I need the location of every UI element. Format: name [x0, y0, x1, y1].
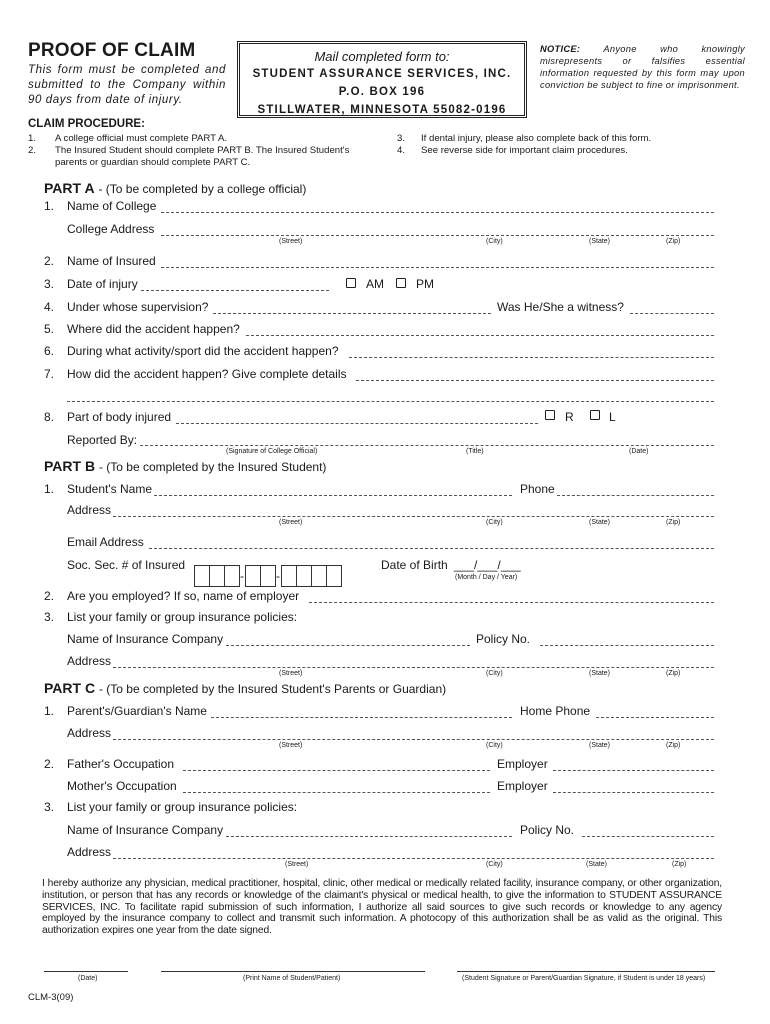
- item-number: 2.: [44, 757, 55, 771]
- name-of-insured-label: Name of Insured: [67, 254, 156, 268]
- street-caption: (Street): [279, 519, 303, 526]
- insurance-company-label: Name of Insurance Company: [67, 632, 224, 646]
- right-label: R: [565, 410, 574, 424]
- procedure-num: 4.: [397, 145, 406, 156]
- home-phone-label: Home Phone: [520, 704, 591, 718]
- mother-occupation-field[interactable]: [183, 792, 490, 793]
- print-name-caption: (Print Name of Student/Patient): [243, 975, 341, 982]
- dob-caption: (Month / Day / Year): [455, 574, 518, 581]
- notice: [540, 43, 745, 91]
- intro-text: This form must be completed and submitted to the Company within 90 days from date of injury.: [28, 64, 226, 106]
- supervision-label: Under whose supervision?: [67, 300, 209, 314]
- mail-to-label: Mail completed form to:: [314, 49, 450, 64]
- item-number: 2.: [44, 254, 55, 268]
- part-b-heading: [44, 458, 326, 474]
- item-number: 3.: [44, 277, 55, 291]
- activity-label: During what activity/sport did the accident happen?: [67, 344, 339, 358]
- employed-label: Are you employed? If so, name of employer: [67, 589, 300, 603]
- item-number: 1.: [44, 199, 55, 213]
- city-caption: (City): [486, 670, 503, 677]
- state-caption: (State): [589, 238, 611, 245]
- am-checkbox[interactable]: [346, 278, 356, 288]
- zip-caption: (Zip): [672, 861, 687, 868]
- notice-text: Anyone who knowingly misrepresents or falsifies essential information requested by this form may upon conviction be subject to fine or imprisonment.: [540, 44, 745, 90]
- insurance-address-field[interactable]: [113, 858, 714, 859]
- street-caption: (Street): [279, 670, 303, 677]
- name-of-college-field[interactable]: [161, 212, 714, 213]
- zip-caption: (Zip): [666, 742, 681, 749]
- company-name: STUDENT ASSURANCE SERVICES, INC.: [252, 68, 512, 80]
- ssn-dash: -: [276, 569, 280, 583]
- policy-no-label: Policy No.: [476, 632, 531, 646]
- list-policies-label: List your family or group insurance policies:: [67, 610, 298, 624]
- phone-label: Phone: [520, 482, 555, 496]
- signature-official-caption: (Signature of College Official): [226, 448, 318, 455]
- title-caption: (Title): [466, 448, 484, 455]
- how-field[interactable]: [356, 380, 714, 381]
- how-field-continued[interactable]: [67, 401, 714, 402]
- state-caption: (State): [589, 670, 611, 677]
- father-occupation-field[interactable]: [183, 770, 490, 771]
- procedure-item: The Insured Student should complete PART B. The Insured Student's: [55, 145, 350, 156]
- policy-no-field[interactable]: [582, 836, 714, 837]
- college-address-field[interactable]: [161, 235, 714, 236]
- street-caption: (Street): [279, 742, 303, 749]
- body-part-label: Part of body injured: [67, 410, 172, 424]
- state-caption: (State): [589, 742, 611, 749]
- supervision-field[interactable]: [213, 313, 491, 314]
- email-label: Email Address: [67, 535, 144, 549]
- city-caption: (City): [486, 742, 503, 749]
- policy-no-field[interactable]: [540, 645, 714, 646]
- ssn-group-3[interactable]: [281, 565, 341, 587]
- father-employer-label: Employer: [497, 757, 548, 771]
- name-of-college-label: Name of College: [67, 199, 157, 213]
- am-label: AM: [366, 277, 384, 291]
- insurance-company-field[interactable]: [226, 645, 470, 646]
- item-number: 2.: [44, 589, 55, 603]
- left-checkbox[interactable]: [590, 410, 600, 420]
- form-code: CLM-3(09): [28, 992, 74, 1003]
- po-box: P.O. BOX 196: [338, 86, 426, 98]
- witness-label: Was He/She a witness?: [497, 300, 624, 314]
- name-of-insured-field[interactable]: [161, 267, 714, 268]
- street-caption: (Street): [279, 238, 303, 245]
- ssn-label: Soc. Sec. # of Insured: [67, 558, 186, 572]
- date-of-injury-field[interactable]: [141, 290, 329, 291]
- ssn-dash: -: [240, 569, 244, 583]
- home-phone-field[interactable]: [596, 717, 714, 718]
- parent-address-label: Address: [67, 726, 112, 740]
- part-a-heading: [44, 180, 306, 196]
- zip-caption: (Zip): [666, 670, 681, 677]
- zip-caption: (Zip): [666, 238, 681, 245]
- mailing-address-box: [237, 41, 527, 118]
- part-c-desc: - (To be completed by the Insured Student's Parents or Guardian): [98, 682, 447, 696]
- left-label: L: [609, 410, 616, 424]
- item-number: 4.: [44, 300, 55, 314]
- claim-procedure-heading: CLAIM PROCEDURE:: [28, 118, 145, 130]
- student-address-label: Address: [67, 503, 112, 517]
- city-state: STILLWATER, MINNESOTA 55082-0196: [257, 104, 507, 116]
- insurance-address-label: Address: [67, 654, 112, 668]
- procedure-right: [397, 133, 727, 163]
- college-address-label: College Address: [67, 222, 155, 236]
- authorization-text: I hereby authorize any physician, medical practitioner, hospital, clinic, other medical or medically related facility, insurance company, or other organization, institution, or person that has any records or knowledge of the claimant's physical or medical health, to give the information to STUDENT ASSURANCE SERVICES, INC. To facilitate rapid submission of such information, I authorize all said sources to give such records or knowledge to any agency employed by the insurance company to collect and transmit such information. A photocopy of this authorization shall be as valid as the original. This authorization expires one year from the date signed.: [42, 878, 722, 937]
- city-caption: (City): [486, 861, 503, 868]
- item-number: 5.: [44, 322, 55, 336]
- procedure-item: A college official must complete PART A.: [55, 133, 228, 144]
- item-number: 3.: [44, 610, 55, 624]
- employer-field[interactable]: [309, 602, 714, 603]
- procedure-num: 3.: [397, 133, 406, 144]
- notice-label: NOTICE:: [540, 44, 581, 54]
- mother-employer-label: Employer: [497, 779, 548, 793]
- parent-name-label: Parent's/Guardian's Name: [67, 704, 207, 718]
- print-name-line[interactable]: [161, 971, 425, 972]
- dob-field[interactable]: ___/___/___: [454, 558, 521, 572]
- policy-no-label: Policy No.: [520, 823, 575, 837]
- zip-caption: (Zip): [666, 519, 681, 526]
- witness-field[interactable]: [630, 313, 714, 314]
- mother-employer-field[interactable]: [553, 792, 714, 793]
- phone-field[interactable]: [557, 495, 714, 496]
- ssn-group-1[interactable]: [194, 565, 239, 587]
- student-address-field[interactable]: [113, 516, 714, 517]
- part-a-desc: - (To be completed by a college official): [98, 182, 307, 196]
- part-b-desc: - (To be completed by the Insured Student): [98, 460, 327, 474]
- parent-address-field[interactable]: [113, 739, 714, 740]
- activity-field[interactable]: [349, 357, 714, 358]
- reported-by-field[interactable]: [140, 445, 714, 446]
- city-caption: (City): [486, 519, 503, 526]
- where-field[interactable]: [246, 335, 714, 336]
- date-sig-caption: (Date): [78, 975, 98, 982]
- insurance-address-label: Address: [67, 845, 112, 859]
- procedure-num: 1.: [28, 133, 37, 144]
- procedure-num: 2.: [28, 145, 37, 156]
- where-label: Where did the accident happen?: [67, 322, 240, 336]
- date-caption: (Date): [629, 448, 649, 455]
- email-field[interactable]: [149, 548, 714, 549]
- student-name-label: Student's Name: [67, 482, 153, 496]
- date-of-injury-label: Date of injury: [67, 277, 138, 291]
- insurance-company-label: Name of Insurance Company: [67, 823, 224, 837]
- item-number: 1.: [44, 704, 55, 718]
- procedure-item: See reverse side for important claim procedures.: [421, 145, 628, 156]
- item-number: 3.: [44, 800, 55, 814]
- pm-checkbox[interactable]: [396, 278, 406, 288]
- city-caption: (City): [486, 238, 503, 245]
- part-c-heading: [44, 680, 446, 696]
- form-title: PROOF OF CLAIM: [28, 40, 196, 61]
- procedure-left: [28, 133, 388, 173]
- dob-label: Date of Birth: [381, 558, 448, 572]
- student-signature-line[interactable]: [457, 971, 715, 972]
- item-number: 6.: [44, 344, 55, 358]
- father-occupation-label: Father's Occupation: [67, 757, 175, 771]
- insurance-address-field[interactable]: [113, 667, 714, 668]
- part-a-label: PART A: [44, 180, 95, 196]
- student-signature-caption: (Student Signature or Parent/Guardian Signature, if Student is under 18 years): [462, 975, 706, 982]
- state-caption: (State): [586, 861, 608, 868]
- ssn-group-2[interactable]: [245, 565, 275, 587]
- pm-label: PM: [416, 277, 434, 291]
- reported-by-label: Reported By:: [67, 433, 138, 447]
- father-employer-field[interactable]: [553, 770, 714, 771]
- item-number: 1.: [44, 482, 55, 496]
- parent-name-field[interactable]: [211, 717, 512, 718]
- procedure-item: parents or guardian should complete PART C.: [55, 157, 251, 168]
- student-name-field[interactable]: [154, 495, 512, 496]
- insurance-company-field[interactable]: [226, 836, 512, 837]
- right-checkbox[interactable]: [545, 410, 555, 420]
- part-b-label: PART B: [44, 458, 96, 474]
- mother-occupation-label: Mother's Occupation: [67, 779, 177, 793]
- street-caption: (Street): [285, 861, 309, 868]
- procedure-item: If dental injury, please also complete back of this form.: [421, 133, 652, 144]
- how-label: How did the accident happen? Give complete details: [67, 367, 347, 381]
- body-part-field[interactable]: [176, 423, 538, 424]
- item-number: 8.: [44, 410, 55, 424]
- part-c-label: PART C: [44, 680, 96, 696]
- state-caption: (State): [589, 519, 611, 526]
- date-signature-line[interactable]: [44, 971, 128, 972]
- item-number: 7.: [44, 367, 55, 381]
- list-policies-label: List your family or group insurance policies:: [67, 800, 298, 814]
